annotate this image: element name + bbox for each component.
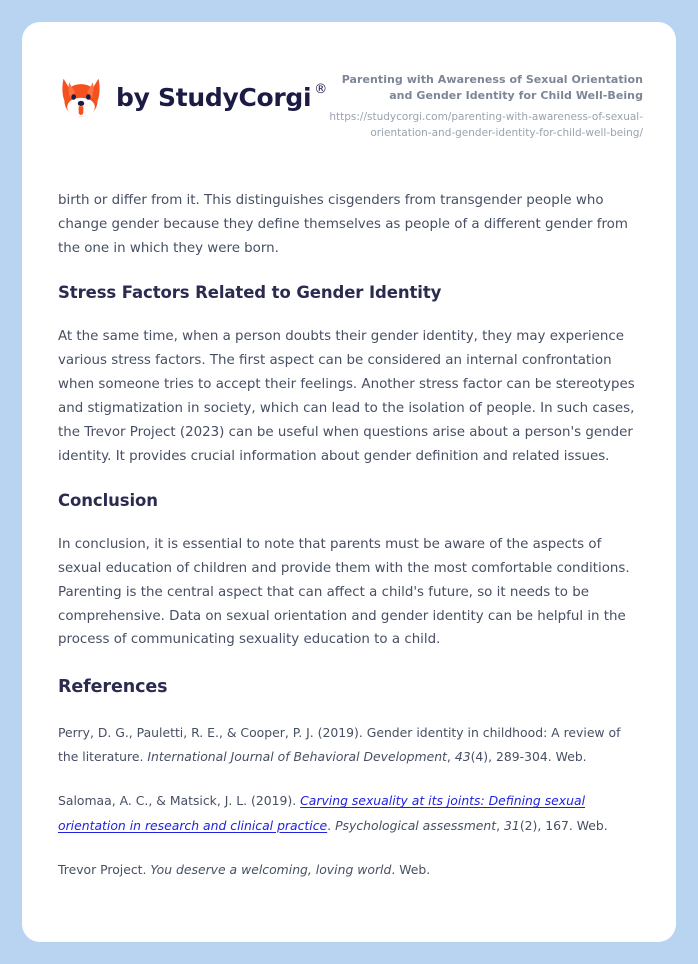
document-header <box>22 22 676 141</box>
registered-trademark-icon: ® <box>314 81 327 97</box>
conclusion-heading: Conclusion <box>58 490 158 510</box>
reference-tail: . Web. <box>391 861 431 877</box>
reference-source: You deserve a welcoming, loving world <box>150 861 392 877</box>
stress-factors-paragraph: At the same time, when a person doubts their gender identity, they may experience various stress factors. The first aspect can be considered an internal confrontation when someone tries to accept their feelings. Another stress factor can be stereotypes and stigmatization in society, which can lead to the isolation of people. In such cases, the Trevor Project (2023) can be useful when questions arise about a person's gender identity. It provides crucial information about gender definition and related issues. <box>58 329 635 464</box>
reference-authors: Trevor Project. <box>58 861 151 877</box>
reference-item <box>58 789 640 837</box>
conclusion-paragraph: In conclusion, it is essential to note that parents must be aware of the aspects of sexual education of children and provide them with the most comfortable conditions. Parenting is the central aspect that can affect a child's future, so it needs to be comprehensive. Data on sexual orientation and gender identity can be helpful in the process of communicating sexuality education to a child. <box>58 536 630 648</box>
reference-volume: 31 <box>504 817 520 833</box>
reference-item <box>58 858 640 882</box>
reference-volume: 43 <box>454 749 471 765</box>
intro-paragraph: birth or differ from it. This distinguishes cisgenders from transgender people who change gender because they define themselves as people of a different gender from the one in which they were born. <box>58 193 628 257</box>
reference-after-link: . <box>327 817 336 833</box>
document-meta <box>327 70 643 141</box>
studycorgi-brand <box>58 70 327 120</box>
reference-tail: (4), 289-304. Web. <box>470 749 587 765</box>
document-url[interactable]: https://studycorgi.com/parenting-with-awareness-of-sexual-orientation-and-gender-identity-for-child-well-being/ <box>329 110 643 139</box>
reference-authors: Perry, D. G., Pauletti, R. E., & Cooper, P. J. (2019). Gender identity in childhood: A review of the literature. <box>58 725 621 765</box>
brand-wordmark <box>116 81 327 112</box>
reference-authors: Salomaa, A. C., & Matsick, J. L. (2019). <box>58 793 301 809</box>
references-heading: References <box>58 677 168 698</box>
article-content <box>22 189 676 882</box>
document-title: Parenting with Awareness of Sexual Orientation and Gender Identity for Child Well-Being <box>341 73 643 102</box>
reference-tail: (2), 167. Web. <box>519 817 608 833</box>
reference-source: Psychological assessment <box>335 817 497 833</box>
reference-link[interactable]: Carving sexuality at its joints: Defining sexual orientation in research and clinical practice <box>58 793 586 833</box>
stress-factors-heading: Stress Factors Related to Gender Identity <box>58 282 442 302</box>
reference-separator: , <box>496 817 505 833</box>
corgi-logo-icon <box>58 74 104 120</box>
reference-source: International Journal of Behavioral Development <box>147 749 447 765</box>
document-page <box>22 22 676 942</box>
brand-name: by StudyCorgi <box>116 82 312 112</box>
reference-item <box>58 721 640 769</box>
reference-separator: , <box>446 749 455 765</box>
